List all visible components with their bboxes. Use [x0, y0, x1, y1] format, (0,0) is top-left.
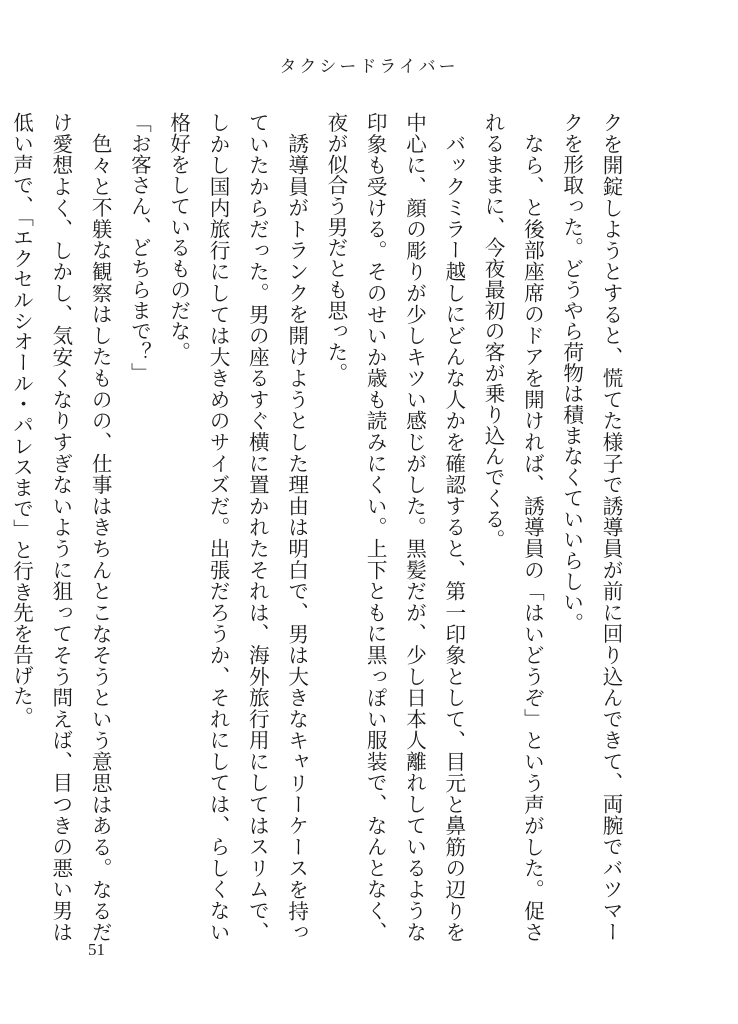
paragraph-2: なら、と後部座席のドアを開ければ、誘導員の「はいどうぞ」という声がした。促されるままに、今夜最初の客が乗り込んでくる。 [481, 112, 545, 942]
paragraph-5: 「お客さん、どちらまで？」 [127, 112, 152, 384]
running-title: タクシードライバー [279, 57, 459, 77]
page-number: 51 [88, 940, 105, 959]
paragraph-6: 色々と不躾な観察はしたものの、仕事はきちんとこなそうという意思はある。なるだけ愛想よく、しかし、気安くなりすぎないように狙ってそう問えば、目つきの悪い男は低い声で、「エクセルシオール・パレスまで」と行き先を告げた。 [9, 112, 113, 942]
paragraph-4: 誘導員がトランクを開けようとした理由は明白で、男は大きなキャリーケースを持っていたからだった。男の座るすぐ横に置かれたそれは、海外旅行用にしてはスリムで、しかし国内旅行にしては大きめのサイズだ。出張だろうか、それにしては、らしくない格好をしているものだな。 [166, 112, 309, 942]
paragraph-1: クを開錠しようとすると、慌てた様子で誘導員が前に回り込んできて、両腕でバツマークを形取った。どうやら荷物は積まなくていいらしい。 [559, 112, 623, 942]
paragraph-3: バックミラー越しにどんな人かを確認すると、第一印象として、目元と鼻筋の辺りを中心に、顔の彫りが少しキツい感じがした。黒髪だが、少し日本人離れしているような印象も受ける。そのせいか歳も読みにくい。上下ともに黒っぽい服装で、なんとなく、夜が似合う男だとも思った。 [323, 112, 466, 942]
body-text [9, 112, 630, 942]
